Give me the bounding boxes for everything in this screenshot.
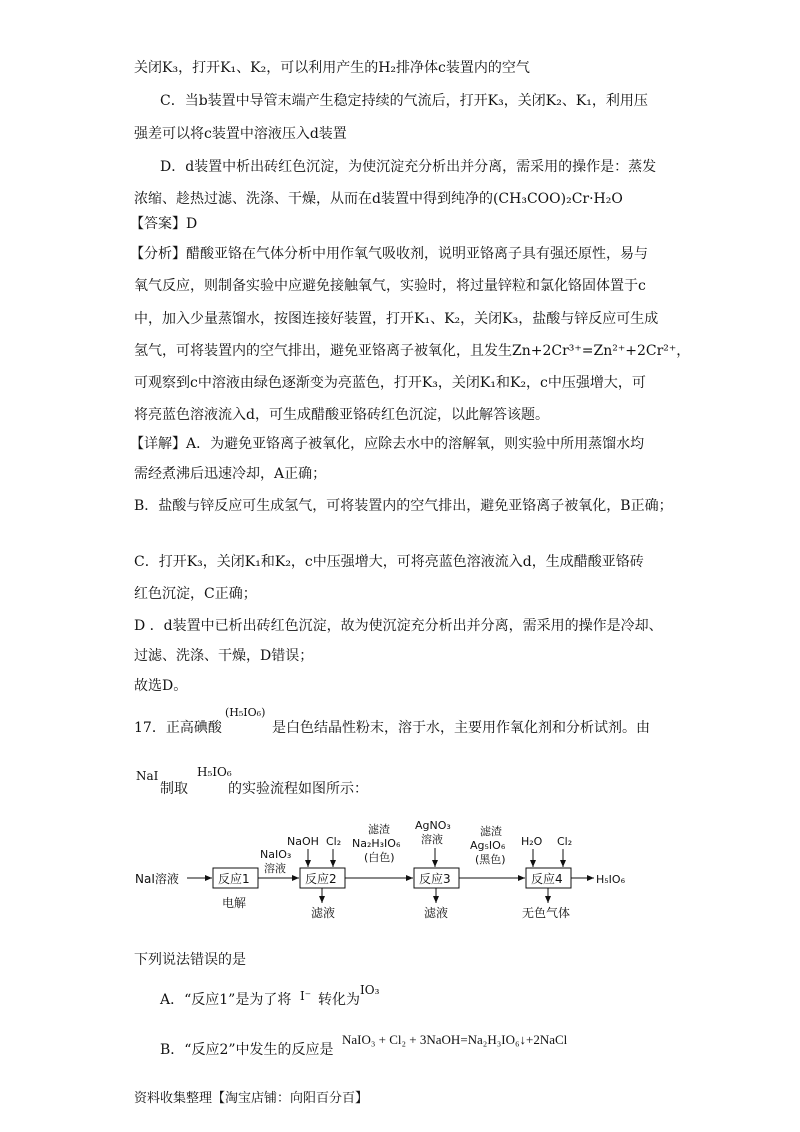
detail-line: B．盐酸与锌反应可生成氢气，可将装置内的空气排出，避免亚铬离子被氧化，B正确； <box>134 498 673 514</box>
analysis-line: 中，加入少量蒸馏水，按图连接好装置，打开K₁、K₂，关闭K₃，盐酸与锌反应可生成 <box>134 311 659 327</box>
reaction2-filtrate-label: 滤液 <box>311 906 336 920</box>
analysis-line: 将亮蓝色溶液流入d，可生成醋酸亚铬砖红色沉淀，以此解答该题。 <box>134 407 549 423</box>
option-d-line: D．d装置中析出砖红色沉淀，为使沉淀充分析出并分离，需采用的操作是：蒸发 <box>160 159 657 175</box>
colorless-gas-label: 无色气体 <box>522 906 571 920</box>
residue1-label: 滤渣 <box>368 823 390 836</box>
question-ask: 下列说法错误的是 <box>134 952 246 968</box>
analysis-line: 氧气反应，则制备实验中应避免接触氧气，实验时，将过量锌粒和氯化铬固体置于c <box>134 278 646 294</box>
flow-start-label: NaI溶液 <box>135 872 179 886</box>
flow-end-label: H₅IO₆ <box>596 873 625 886</box>
option-c-line: C．当b装置中导管末端产生稳定持续的气流后，打开K₃，关闭K₂、K₁，利用压 <box>160 93 648 109</box>
residue1-formula: Na₂H₃IO₆ <box>352 837 401 850</box>
detail-line: 红色沉淀，C正确； <box>134 586 257 602</box>
text-line: 强差可以将c装置中溶液压入d装置 <box>134 126 347 142</box>
agno3-label: AgNO₃ <box>415 819 451 832</box>
cl2-label-2: Cl₂ <box>557 835 573 848</box>
detail-line: 过滤、洗涤、干燥，D错误； <box>134 648 314 664</box>
question-17-text: 是白色结晶性粉末，溶于水，主要用作氧化剂和分析试剂。由 <box>272 720 650 736</box>
residue2-label: 滤渣 <box>480 825 502 838</box>
residue1-color: (白色) <box>364 851 395 864</box>
reaction2-label: 反应2 <box>305 872 337 886</box>
question-17-formula: (H₅IO₆) <box>225 706 266 719</box>
option-b-equation: NaIO₃ + Cl₂ + 3NaOH=Na₂H₃IO₆↓+2NaCl <box>342 1032 568 1047</box>
option-a-iodide: I⁻ <box>300 989 312 1003</box>
analysis-line: 可观察到c中溶液由绿色逐渐变为亮蓝色，打开K₃，关闭K₁和K₂，c中压强增大，可 <box>134 375 646 391</box>
analysis-line: 【分析】醋酸亚铬在气体分析中用作氧气吸收剂，说明亚铬离子具有强还原性，易与 <box>130 246 648 262</box>
option-a-iodate: IO₃ <box>360 983 380 997</box>
flow-diagram <box>0 815 800 945</box>
detail-line: D ．d装置中已析出砖红色沉淀，故为使沉淀充分析出并分离，需采用的操作是冷却、 <box>134 618 663 634</box>
detail-line: 需经煮沸后迅速冷却，A正确； <box>134 466 327 482</box>
reaction3-filtrate-label: 滤液 <box>424 906 449 920</box>
flow-intro-text: 的实验流程如图所示： <box>228 781 368 797</box>
option-a-text-2: 转化为 <box>318 992 360 1008</box>
reaction1-electrolysis-label: 电解 <box>222 896 247 910</box>
text-line: 关闭K₃，打开K₁、K₂，可以利用产生的H₂排净体c装置内的空气 <box>134 60 530 76</box>
h5io6-label: H₅IO₆ <box>197 765 232 779</box>
nai-label: NaI <box>136 769 159 783</box>
naio3-label: NaIO₃ <box>260 848 292 861</box>
footer-text: 资料收集整理【淘宝店铺：向阳百分百】 <box>134 1091 369 1106</box>
water-label: H₂O <box>521 835 543 848</box>
question-17-prefix: 17．正高碘酸 <box>134 720 222 736</box>
zhiqu-text: 制取 <box>160 781 188 797</box>
cl2-label: Cl₂ <box>326 835 342 848</box>
answer-label: 【答案】D <box>130 216 198 232</box>
naoh-label: NaOH <box>287 835 319 848</box>
detail-line: 故选D。 <box>134 678 188 694</box>
option-a-text: A．“反应1”是为了将 <box>160 992 292 1008</box>
residue2-formula: Ag₅IO₆ <box>470 839 506 852</box>
reaction4-label: 反应4 <box>531 872 563 886</box>
residue2-color: (黑色) <box>475 853 506 866</box>
option-b-text: B．“反应2”中发生的反应是 <box>160 1042 334 1058</box>
detail-line: 【详解】A．为避免亚铬离子被氧化，应除去水中的溶解氧，则实验中所用蒸馏水均 <box>130 436 645 452</box>
detail-line: C．打开K₃，关闭K₁和K₂，c中压强增大，可将亮蓝色溶液流入d，生成醋酸亚铬砖 <box>134 554 644 570</box>
naio3-solution-label: 溶液 <box>264 862 286 875</box>
text-line: 浓缩、趁热过滤、洗涤、干燥，从而在d装置中得到纯净的(CH₃COO)₂Cr·H₂O <box>134 191 623 207</box>
reaction1-label: 反应1 <box>218 872 250 886</box>
reaction3-label: 反应3 <box>419 872 451 886</box>
analysis-line: 氢气，可将装置内的空气排出，避免亚铬离子被氧化，且发生Zn+2Cr³⁺=Zn²⁺+2Cr²⁺， <box>134 343 691 359</box>
agno3-solution-label: 溶液 <box>421 833 443 846</box>
